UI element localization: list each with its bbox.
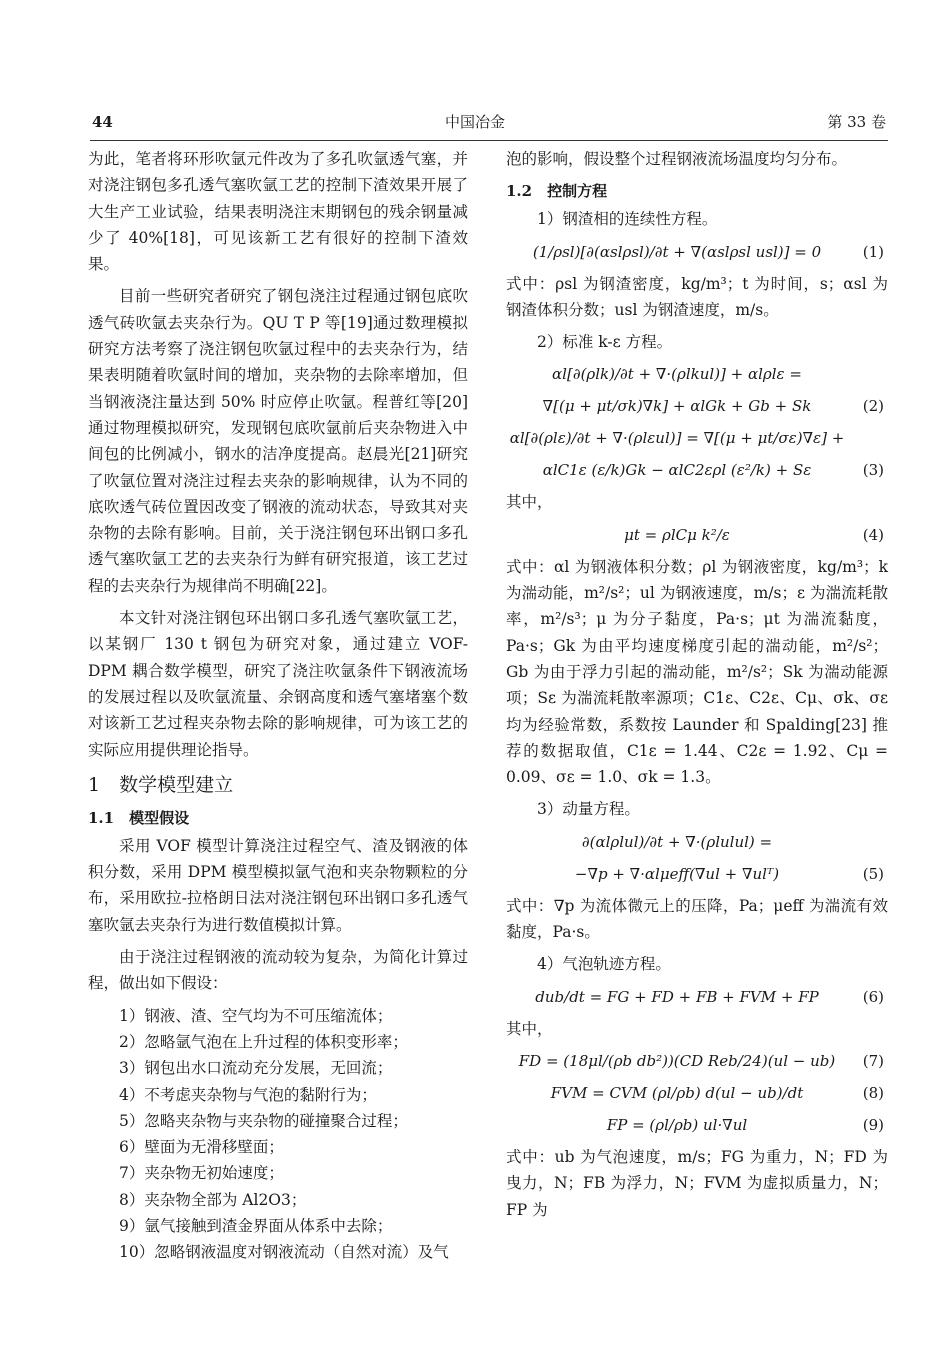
equation-body: FVM = CVM (ρl/ρb) d(ul − ub)/dt xyxy=(550,1083,804,1102)
list-item: 1）钢液、渣、空气均为不可压缩流体； xyxy=(119,1006,393,1025)
equation-9 xyxy=(506,1112,888,1138)
journal-name: 中国冶金 xyxy=(444,113,505,131)
paragraph: 式中：ρsl 为钢渣密度，kg/m³；t 为时间，s；αsl 为钢渣体积分数；usl 为钢渣速度，m/s。 xyxy=(506,274,888,319)
subsection-heading: 1.2 控制方程 xyxy=(506,182,608,201)
equation-2a xyxy=(506,361,888,387)
equation-body: FD = (18μl/(ρb db²))(CD Reb/24)(ul − ub) xyxy=(518,1051,836,1070)
list-item: 5）忽略夹杂物与夹杂物的碰撞聚合过程； xyxy=(119,1111,408,1130)
equation-label: 2）标准 k-ε 方程。 xyxy=(537,333,673,352)
equation-5b xyxy=(506,861,888,887)
equation-3a xyxy=(506,425,888,451)
paragraph: 采用 VOF 模型计算浇注过程空气、渣及钢液的体积分数，采用 DPM 模型模拟氩气泡和夹杂物颗粒的分布，采用欧拉-拉格朗日法对浇注钢包环出钢口多孔透气塞吹氩去夹杂行为进行数值模拟计算。 xyxy=(88,836,468,934)
equation-number: (8) xyxy=(862,1083,884,1102)
equation-number: (7) xyxy=(862,1051,884,1070)
equation-number: (5) xyxy=(862,864,884,883)
equation-body: dub/dt = FG + FD + FB + FVM + FP xyxy=(535,987,819,1006)
equation-1 xyxy=(506,239,888,265)
list-item: 2）忽略氩气泡在上升过程的体积变形率； xyxy=(119,1032,408,1051)
list-item: 10）忽略钢液温度对钢液流动（自然对流）及气 xyxy=(119,1243,449,1262)
equation-number: (1) xyxy=(862,242,884,261)
equation-label: 4）气泡轨迹方程。 xyxy=(537,955,671,974)
assumption-list xyxy=(88,1003,468,1266)
equation-2b xyxy=(506,393,888,419)
equation-4 xyxy=(506,522,888,548)
list-item: 7）夹杂物无初始速度； xyxy=(119,1164,284,1183)
section-heading: 1 数学模型建立 xyxy=(88,773,234,796)
equation-3b xyxy=(506,457,888,483)
paragraph: 式中：αl 为钢液体积分数；ρl 为钢液密度，kg/m³；k 为湍动能，m²/s²；ul 为钢液速度，m/s；ε 为湍流耗散率，m²/s³；μ 为分子黏度，Pa·s；μt 为湍流黏度，Pa·s；Gk 为由平均速度梯度引起的湍动能，m²/s²；Gb 为由于浮力引起的湍动能，m²/s²；Sk 为湍动能源项；Sε 为湍流耗散率源项；C1ε、C2ε、Cμ、σk、σε 均为经验常数，系数按 Launder 和 Spalding[23] 推荐的数据取值，C1ε = 1.44、C2ε = 1.92、Cμ = 0.09、σε = 1.0、σk = 1.3。 xyxy=(506,557,888,787)
equation-body: ∇[(μ + μt/σk)∇k] + αlGk + Gb + Sk xyxy=(542,397,812,416)
left-column xyxy=(88,146,468,1266)
right-column xyxy=(506,146,888,1229)
equation-label: 1）钢渣相的连续性方程。 xyxy=(537,210,718,229)
equation-body: αl[∂(ρlk)/∂t + ∇·(ρlkul)] + αlρlε = xyxy=(552,365,802,384)
equation-number: (2) xyxy=(862,397,884,416)
paragraph: 式中：ub 为气泡速度，m/s；FG 为重力，N；FD 为曳力，N；FB 为浮力，N；FVM 为虚拟质量力，N；FP 为 xyxy=(506,1147,888,1219)
list-item: 9）氩气接触到渣金界面从体系中去除； xyxy=(119,1216,393,1235)
volume-label: 第 33 卷 xyxy=(827,113,886,131)
equation-number: (3) xyxy=(862,461,884,480)
list-item: 3）钢包出水口流动充分发展，无回流； xyxy=(119,1059,393,1078)
equation-body: αlC1ε (ε/k)Gk − αlC2ερl (ε²/k) + Sε xyxy=(542,461,812,480)
list-item: 6）壁面为无滑移壁面； xyxy=(119,1138,284,1157)
equation-6 xyxy=(506,984,888,1010)
paragraph: 其中， xyxy=(506,1019,553,1038)
equation-body: αl[∂(ρlε)/∂t + ∇·(ρlεul)] = ∇[(μ + μt/σε)∇ε] + xyxy=(509,429,845,448)
equation-8 xyxy=(506,1080,888,1106)
equation-body: μt = ρlCμ k²/ε xyxy=(624,525,730,544)
paragraph: 其中， xyxy=(506,493,553,512)
equation-number: (6) xyxy=(862,987,884,1006)
equation-body: −∇p + ∇·αlμeff(∇ul + ∇ulᵀ) xyxy=(574,864,780,883)
paragraph: 式中：∇p 为流体微元上的压降，Pa；μeff 为湍流有效黏度，Pa·s。 xyxy=(506,896,888,942)
list-item: 4）不考虑夹杂物与气泡的黏附行为； xyxy=(119,1085,377,1104)
subsection-heading: 1.1 模型假设 xyxy=(88,808,190,827)
paragraph: 泡的影响，假设整个过程钢液流场温度均匀分布。 xyxy=(506,150,848,168)
equation-number: (4) xyxy=(862,525,884,544)
equation-7 xyxy=(506,1048,888,1074)
list-item: 8）夹杂物全部为 Al2O3； xyxy=(119,1190,307,1209)
equation-5a xyxy=(506,829,888,855)
equation-number: (9) xyxy=(862,1115,884,1134)
equation-body: FP = (ρl/ρb) ul·∇ul xyxy=(606,1115,748,1134)
equation-label: 3）动量方程。 xyxy=(537,800,640,819)
page-number: 44 xyxy=(92,113,113,131)
equation-body: (1/ρsl)[∂(αslρsl)/∂t + ∇(αslρsl usl)] = 0 xyxy=(532,242,822,261)
paragraph: 由于浇注过程钢液的流动较为复杂，为简化计算过程，做出如下假设： xyxy=(88,948,468,993)
equation-body: ∂(αlρlul)/∂t + ∇·(ρlulul) = xyxy=(581,832,773,851)
paragraph: 目前一些研究者研究了钢包浇注过程通过钢包底吹透气砖吹氩去夹杂行为。QU T P 等[19]通过数理模拟研究方法考察了浇注钢包吹氩过程中的去夹杂行为，结果表明随着吹氩时间的增加，夹杂物的去除率增加，但当钢液浇注量达到 50% 时应停止吹氩。程普红等[20]通过物理模拟研究，发现钢包底吹氩前后夹杂物进入中间包的比例减小，钢水的洁净度提高。赵晨光[21]研究了吹氩位置对浇注过程去夹杂的影响规律，认为不同的底吹透气砖位置因改变了钢液的流动状态，导致其对夹杂物的去除有影响。目前，关于浇注钢包环出钢口多孔透气塞吹氩工艺的去夹杂行为鲜有研究报道，该工艺过程的去夹杂行为规律尚不明确[22]。 xyxy=(88,287,468,595)
paragraph: 为此，笔者将环形吹氩元件改为了多孔吹氩透气塞，并对浇注钢包多孔透气塞吹氩工艺的控制下渣效果开展了大生产工业试验，结果表明浇注末期钢包的残余钢量减少了 40%[18]，可见该新工艺有很好的控制下渣效果。 xyxy=(88,150,468,274)
paragraph: 本文针对浇注钢包环出钢口多孔透气塞吹氩工艺，以某钢厂 130 t 钢包为研究对象，通过建立 VOF-DPM 耦合数学模型，研究了浇注吹氩条件下钢液流场的发展过程以及吹氩流量、余钢高度和透气塞堵塞个数对该新工艺过程夹杂物去除的影响规律，可为该工艺的实际应用提供理论指导。 xyxy=(88,609,468,759)
header-rule xyxy=(90,140,888,141)
